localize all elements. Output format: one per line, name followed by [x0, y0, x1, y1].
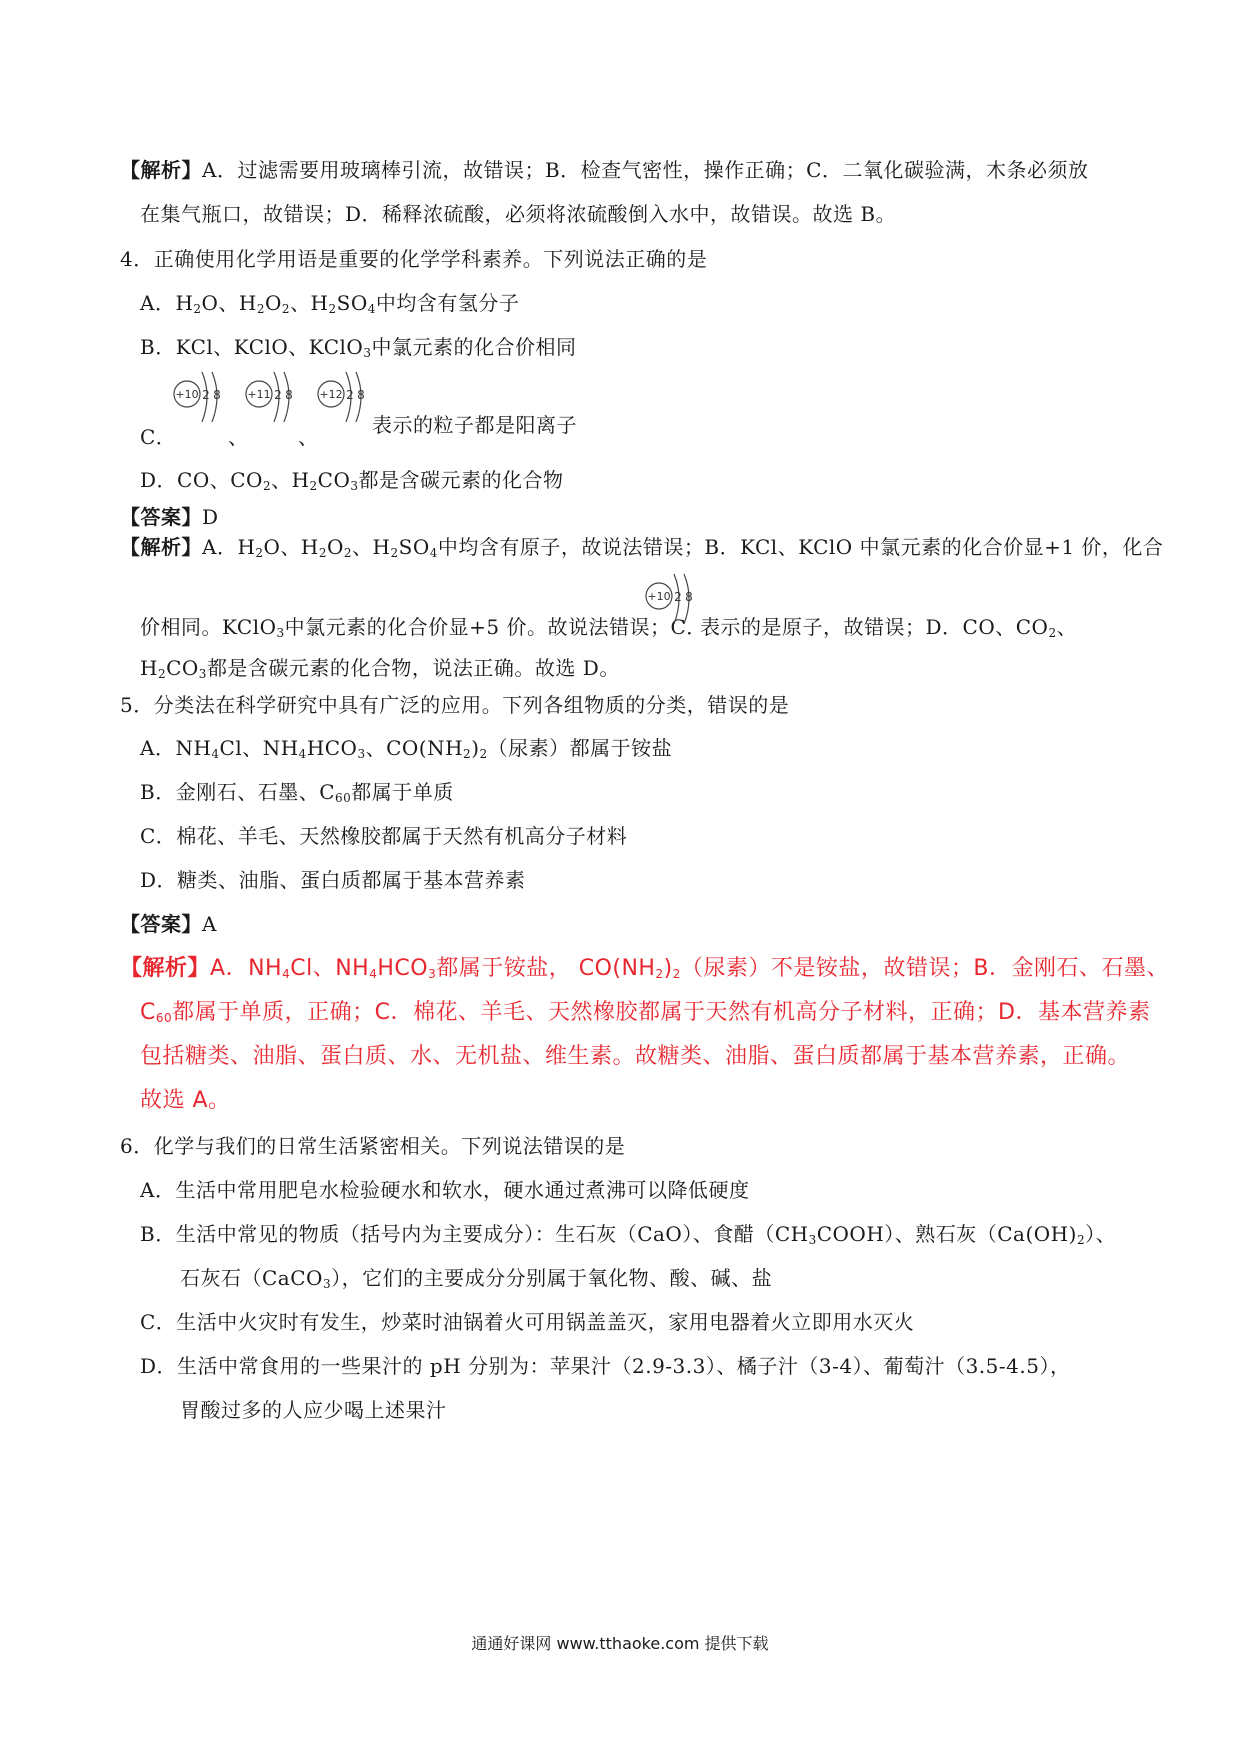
atom-structure-svg [642, 570, 700, 632]
subscript: 2 [309, 479, 318, 493]
answer-value: D [202, 505, 219, 529]
q4-option-b: B．KCl、KClO、KClO$_3$中氯元素的化合价相同 [140, 335, 577, 360]
analysis-tag: 【解析】 [120, 535, 202, 559]
q4-analysis-line3: $H_2CO_3$都是含碳元素的化合物，说法正确。故选 D。 [140, 656, 620, 681]
subscript: 3 [350, 479, 359, 493]
q6-option-d-line1: D．生活中常食用的一些果汁的 pH 分别为：苹果汁（2.9-3.3）、橘子汁（3-4）、葡萄汁（3.5-4.5）， [140, 1354, 1071, 1378]
subscript: 2 [255, 546, 264, 560]
subscript: 3 [808, 1233, 817, 1247]
subscript: 3 [322, 1277, 332, 1291]
nucleus-charge: +12 [319, 388, 343, 401]
answer-tag: 【答案】 [120, 912, 202, 936]
q3-analysis-line2: 在集气瓶口，故错误；D．稀释浓硫酸，必须将浓硫酸倒入水中，故错误。故选 B。 [140, 202, 897, 226]
q4-option-c-prefix: C． [140, 425, 177, 449]
shell-electron-count: 2 [346, 388, 354, 402]
q5-analysis-line4: 故选 A。 [140, 1088, 231, 1113]
subscript: 4 [298, 747, 307, 761]
shell-electron-count: 2 [274, 388, 282, 402]
q4-option-d: D．CO、$CO_2$、$H_2CO_3$都是含碳元素的化合物 [140, 468, 564, 493]
q4-option-c-sep-2: 、 [298, 425, 319, 449]
subscript: 2 [256, 302, 266, 316]
page-footer: 通通好课网 www.tthaoke.com 提供下载 [471, 1634, 769, 1653]
subscript: 4 [282, 967, 291, 981]
q5-option-c: C．棉花、羊毛、天然橡胶都属于天然有机高分子材料 [140, 824, 628, 848]
atom-diagram-1 [170, 368, 228, 435]
shell-electron-count: 8 [213, 388, 221, 402]
q5-option-b: B．金刚石、石墨、$C_{60}$都属于单质 [140, 780, 454, 805]
subscript: 3 [428, 967, 437, 981]
analysis-text: A．$H_2O$、$H_2O_2$、$H_2SO_4$中均含有原子，故说法错误；B．KCl、KClO 中氯元素的化合价显+1 价，化合 [202, 535, 1164, 560]
subscript: 2 [1048, 626, 1057, 640]
nucleus-charge: +10 [175, 388, 199, 401]
subscript: 2 [318, 546, 328, 560]
subscript: 3 [198, 667, 207, 681]
subscript: 2 [463, 747, 472, 761]
q4-option-a: A．$H_2O$、$H_2O_2$、$H_2SO_4$中均含有氢分子 [140, 291, 520, 316]
q4-answer [120, 507, 219, 527]
atom-diagram-analysis [642, 570, 700, 637]
q6-option-c: C．生活中火灾时有发生，炒菜时油锅着火可用锅盖盖灭，家用电器着火立即用水灭火 [140, 1310, 915, 1334]
shell-electron-count: 8 [285, 388, 293, 402]
subscript: 60 [155, 1011, 173, 1025]
q3-analysis-line1 [120, 160, 1088, 180]
q4-analysis-line2b: 表示的是原子，故错误；D．CO、$CO_2$、 [700, 615, 1078, 640]
shell-electron-count: 2 [674, 590, 682, 604]
q4-option-c-sep-1: 、 [228, 425, 249, 449]
subscript: 4 [367, 302, 376, 316]
q4-stem: 4．正确使用化学用语是重要的化学学科素养。下列说法正确的是 [120, 247, 708, 271]
shell-electron-count: 8 [357, 388, 365, 402]
subscript: 2 [655, 967, 664, 981]
subscript: 3 [363, 346, 372, 360]
subscript: 2 [328, 302, 337, 316]
atom-structure-svg [314, 368, 372, 430]
q4-option-c-suffix: 表示的粒子都是阳离子 [372, 413, 577, 437]
q4-analysis-line1 [120, 535, 1164, 560]
q5-analysis-line1 [120, 958, 1169, 980]
atom-diagram-2 [242, 368, 300, 435]
subscript: 2 [672, 967, 681, 981]
subscript: 4 [369, 967, 378, 981]
shell-electron-count: 2 [202, 388, 210, 402]
q5-analysis-line2: $C_{60}$都属于单质，正确；C．棉花、羊毛、天然橡胶都属于天然有机高分子材料，正确；D．基本营养素 [140, 1000, 1151, 1025]
subscript: 2 [281, 302, 291, 316]
analysis-text: A．过滤需要用玻璃棒引流，故错误；B．检查气密性，操作正确；C．二氧化碳验满，木条必须放 [202, 158, 1089, 182]
nucleus-charge: +11 [247, 388, 271, 401]
atom-structure-svg [170, 368, 228, 430]
q5-option-a: A．$NH_4Cl$、$NH_4HCO_3$、$CO(NH_2)_2$（尿素）都属于铵盐 [140, 736, 673, 761]
subscript: 2 [262, 479, 272, 493]
answer-tag: 【答案】 [120, 505, 202, 529]
analysis-tag: 【解析】 [120, 956, 211, 981]
shell-electron-count: 8 [685, 590, 693, 604]
q6-option-a: A．生活中常用肥皂水检验硬水和软水，硬水通过煮沸可以降低硬度 [140, 1178, 750, 1202]
q6-option-b-line1: B．生活中常见的物质（括号内为主要成分）：生石灰（CaO）、食醋$(CH_3COOH)$、熟石灰$(Ca(OH)_2)$、 [140, 1222, 1117, 1247]
atom-structure-svg [242, 368, 300, 430]
q4-analysis-line2a: 价相同。KClO$_3$中氯元素的化合价显+5 价。故说法错误；C． [140, 615, 707, 640]
subscript: 2 [157, 667, 167, 681]
subscript: 3 [357, 747, 366, 761]
nucleus-charge: +10 [647, 590, 671, 603]
subscript: 2 [193, 302, 202, 316]
subscript: 4 [211, 747, 220, 761]
atom-diagram-3 [314, 368, 372, 435]
subscript: 3 [276, 626, 285, 640]
analysis-tag: 【解析】 [120, 158, 202, 182]
q5-analysis-line3: 包括糖类、油脂、蛋白质、水、无机盐、维生素。故糖类、油脂、蛋白质都属于基本营养素，正确。 [140, 1044, 1131, 1069]
subscript: 2 [1076, 1233, 1086, 1247]
q5-stem: 5．分类法在科学研究中具有广泛的应用。下列各组物质的分类，错误的是 [120, 693, 790, 717]
answer-value: A [202, 912, 217, 936]
subscript: 2 [479, 747, 488, 761]
subscript: 4 [429, 546, 438, 560]
q5-answer [120, 914, 217, 934]
analysis-text: A．$NH_4Cl$、$NH_4HCO_3$都属于铵盐， $CO(NH_2)_2$（尿素）不是铵盐，故错误；B．金刚石、石墨、 [210, 956, 1169, 981]
subscript: 60 [335, 791, 352, 805]
q6-option-b-line2: 石灰石（CaCO$_3$），它们的主要成分分别属于氧化物、酸、碱、盐 [180, 1266, 773, 1291]
subscript: 2 [343, 546, 353, 560]
subscript: 2 [390, 546, 399, 560]
q6-option-d-line2: 胃酸过多的人应少喝上述果汁 [180, 1398, 447, 1422]
q5-option-d: D．糖类、油脂、蛋白质都属于基本营养素 [140, 868, 526, 892]
q6-stem: 6．化学与我们的日常生活紧密相关。下列说法错误的是 [120, 1134, 626, 1158]
